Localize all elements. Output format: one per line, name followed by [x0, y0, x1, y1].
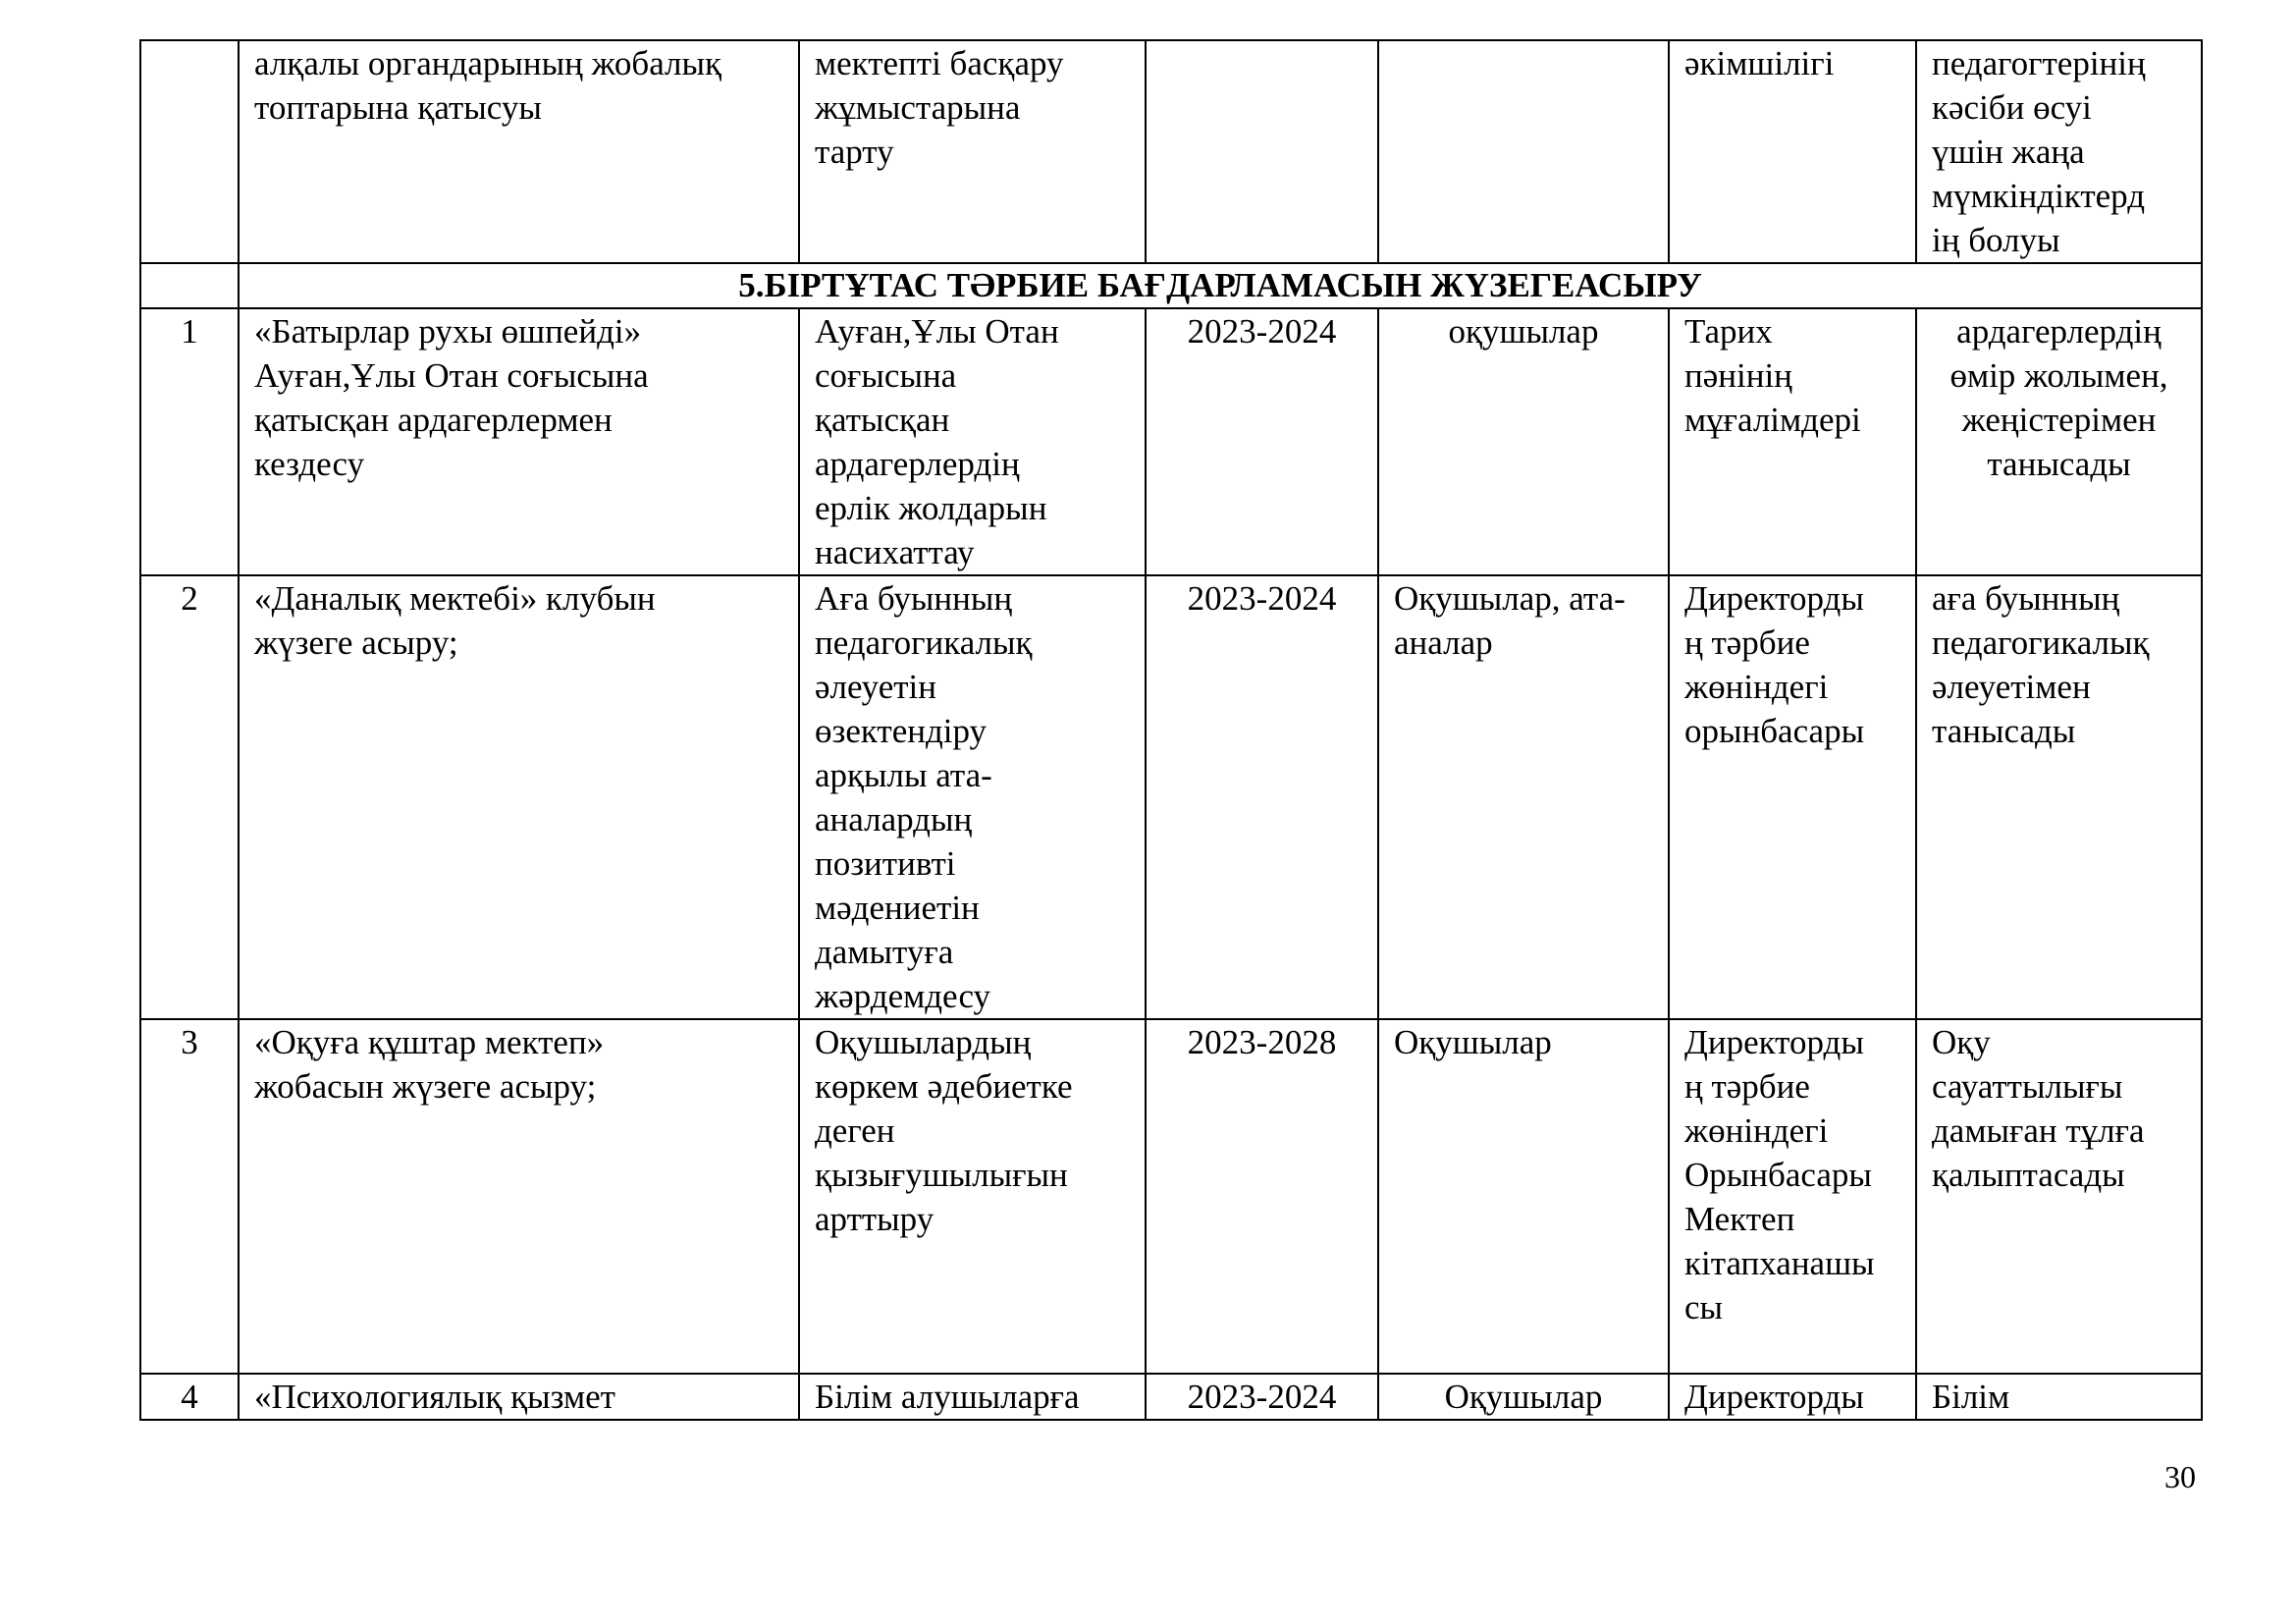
period-cell: 2023-2024 [1146, 575, 1378, 1019]
responsible-cell: Директорды ң тәрбие жөніндегі Орынбасары Мектеп кітапханашы сы [1669, 1019, 1916, 1374]
table-row [140, 1374, 2202, 1420]
goal-cell: Білім алушыларға [799, 1374, 1146, 1420]
participants-cell: Оқушылар, ата- аналар [1378, 575, 1669, 1019]
period-cell: 2023-2028 [1146, 1019, 1378, 1374]
period-cell: 2023-2024 [1146, 308, 1378, 575]
event-cell: «Психологиялық қызмет [239, 1374, 799, 1420]
responsible-cell: Директорды [1669, 1374, 1916, 1420]
section-title: 5.БІРТҰТАС ТӘРБИЕ БАҒДАРЛАМАСЫН ЖҮЗЕГЕАСЫРУ [239, 263, 2202, 308]
participants-cell: Оқушылар [1378, 1019, 1669, 1374]
table-row [140, 1019, 2202, 1374]
section-number-cell [140, 263, 239, 308]
row-number-cell [140, 40, 239, 263]
responsible-cell: әкімшілігі [1669, 40, 1916, 263]
result-cell: ардагерлердің өмір жолымен, жеңістерімен танысады [1916, 308, 2202, 575]
section-header-row [140, 263, 2202, 308]
result-cell: аға буынның педагогикалық әлеуетімен танысады [1916, 575, 2202, 1019]
plan-table [139, 39, 2203, 1421]
table-row [140, 308, 2202, 575]
period-cell [1146, 40, 1378, 263]
row-number-cell: 1 [140, 308, 239, 575]
event-cell: «Оқуға құштар мектеп» жобасын жүзеге асыру; [239, 1019, 799, 1374]
event-cell: «Батырлар рухы өшпейді» Ауған,Ұлы Отан соғысына қатысқан ардагерлермен кездесу [239, 308, 799, 575]
participants-cell: оқушылар [1378, 308, 1669, 575]
result-cell: педагогтерінің кәсіби өсуі үшін жаңа мүмкіндіктерд ің болуы [1916, 40, 2202, 263]
page-number: 30 [2164, 1459, 2196, 1494]
event-cell: алқалы органдарының жобалық топтарына қатысуы [239, 40, 799, 263]
goal-cell: Ауған,Ұлы Отан соғысына қатысқан ардагерлердің ерлік жолдарын насихаттау [799, 308, 1146, 575]
responsible-cell: Директорды ң тәрбие жөніндегі орынбасары [1669, 575, 1916, 1019]
participants-cell [1378, 40, 1669, 263]
result-cell: Білім [1916, 1374, 2202, 1420]
goal-cell: Аға буынның педагогикалық әлеуетін өзектендіру арқылы ата- аналардың позитивті мәдениетін дамытуға жәрдемдесу [799, 575, 1146, 1019]
participants-cell: Оқушылар [1378, 1374, 1669, 1420]
table-row-continuation [140, 40, 2202, 263]
event-cell: «Даналық мектебі» клубын жүзеге асыру; [239, 575, 799, 1019]
row-number-cell: 4 [140, 1374, 239, 1420]
goal-cell: мектепті басқару жұмыстарына тарту [799, 40, 1146, 263]
table-row [140, 575, 2202, 1019]
goal-cell: Оқушылардың көркем әдебиетке деген қызығушылығын арттыру [799, 1019, 1146, 1374]
row-number-cell: 2 [140, 575, 239, 1019]
responsible-cell: Тарих пәнінің мұғалімдері [1669, 308, 1916, 575]
result-cell: Оқу сауаттылығы дамыған тұлға қалыптасады [1916, 1019, 2202, 1374]
period-cell: 2023-2024 [1146, 1374, 1378, 1420]
row-number-cell: 3 [140, 1019, 239, 1374]
